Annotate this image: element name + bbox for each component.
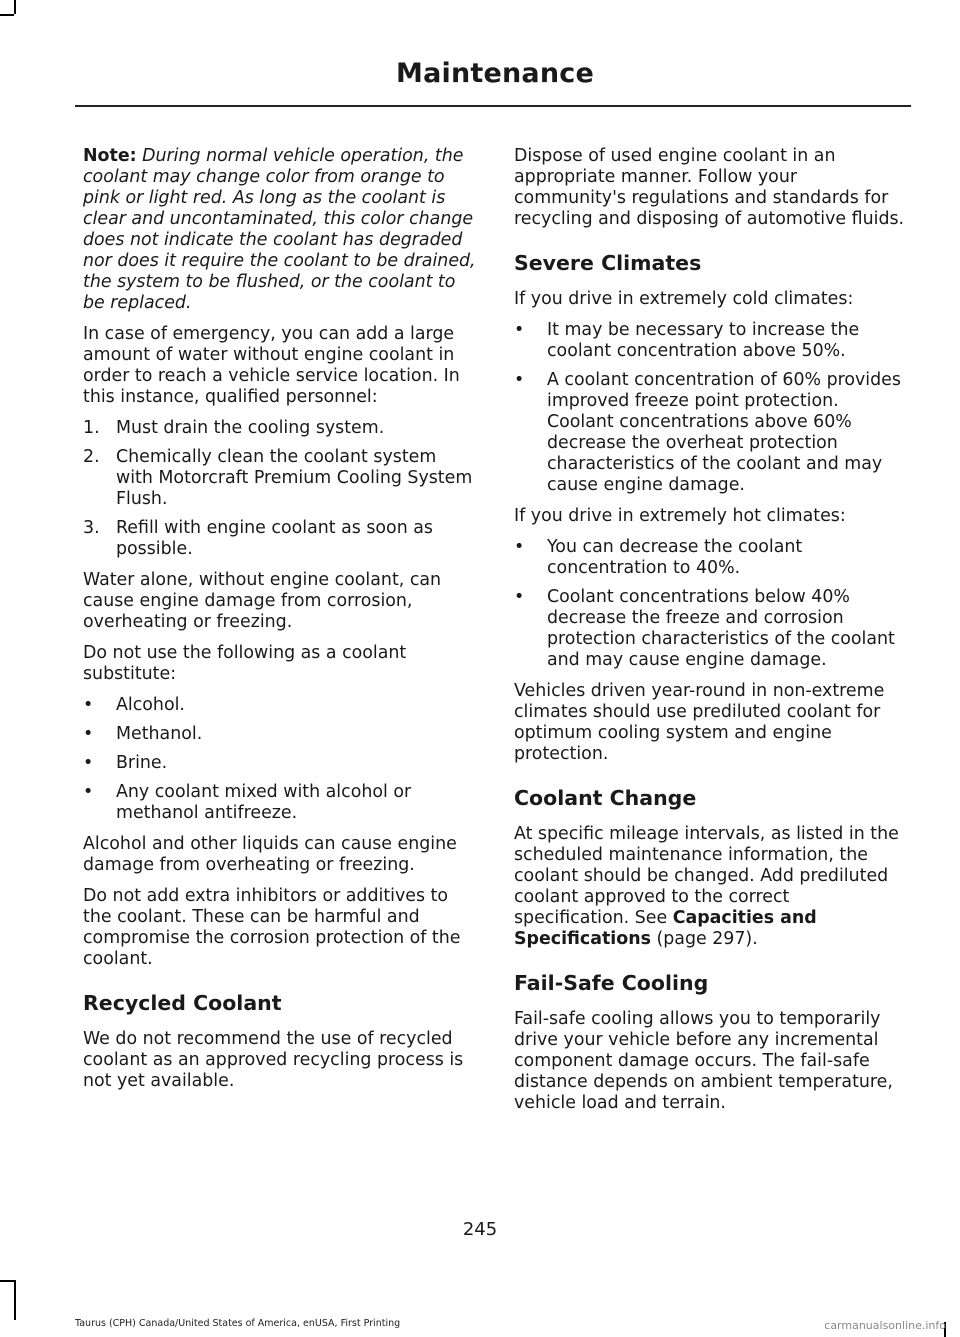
fail-safe-paragraph: Fail-safe cooling allows you to temporarily drive your vehicle before any incremental component damage occurs. The fail-safe distance depends on ambient temperature, vehicle load and terrain. bbox=[514, 1009, 893, 1113]
emergency-paragraph: In case of emergency, you can add a large amount of water without engine coolant in order to reach a vehicle service location. In this instance, qualified personnel: bbox=[83, 324, 460, 407]
list-item bbox=[83, 782, 478, 824]
list-item bbox=[83, 447, 478, 510]
crop-mark-bottom-left-h bbox=[0, 1280, 14, 1282]
step-text: Refill with engine coolant as soon as possible. bbox=[116, 518, 433, 559]
hot-intro: If you drive in extremely hot climates: bbox=[514, 506, 846, 526]
page-reference: (page 297). bbox=[650, 929, 758, 949]
bullet-icon: • bbox=[83, 724, 94, 744]
dispose-paragraph: Dispose of used engine coolant in an appropriate manner. Follow your community's regulations and standards for recycling and disposing of automotive fluids. bbox=[514, 146, 905, 229]
list-item bbox=[83, 418, 478, 439]
bullet-text: Alcohol. bbox=[116, 695, 185, 715]
cold-list bbox=[514, 320, 909, 496]
step-text: Must drain the cooling system. bbox=[116, 418, 385, 438]
bullet-text: You can decrease the coolant concentration to 40%. bbox=[547, 537, 803, 578]
substitute-paragraph: Do not use the following as a coolant substitute: bbox=[83, 643, 407, 684]
list-item bbox=[83, 695, 478, 716]
step-text: Chemically clean the coolant system with Motorcraft Premium Cooling System Flush. bbox=[116, 447, 473, 509]
step-number: 3. bbox=[83, 518, 100, 538]
header-divider bbox=[75, 105, 911, 107]
right-column bbox=[514, 146, 909, 1124]
watermark: carmanualsonline.info bbox=[824, 1319, 946, 1332]
water-alone-paragraph: Water alone, without engine coolant, can cause engine damage from corrosion, overheating or freezing. bbox=[83, 570, 442, 632]
bullet-text: A coolant concentration of 60% provides improved freeze point protection. Coolant concentrations above 60% decrease the overheat protection characteristics of the coolant and may cause engine damage. bbox=[547, 370, 901, 495]
vehicles-paragraph: Vehicles driven year-round in non-extreme climates should use prediluted coolant for optimum cooling system and engine protection. bbox=[514, 681, 885, 764]
step-number: 1. bbox=[83, 418, 100, 438]
left-column bbox=[83, 146, 478, 1102]
alcohol-paragraph: Alcohol and other liquids can cause engine damage from overheating or freezing. bbox=[83, 834, 457, 875]
crop-mark-top-left bbox=[14, 0, 16, 14]
bullet-icon: • bbox=[514, 537, 525, 557]
list-item bbox=[514, 370, 909, 496]
bullet-text: Coolant concentrations below 40% decrease the freeze and corrosion protection characteristics of the coolant and may cause engine damage. bbox=[547, 587, 895, 670]
bullet-text: Brine. bbox=[116, 753, 168, 773]
list-item bbox=[514, 587, 909, 671]
publication-info: Taurus (CPH) Canada/United States of America, enUSA, First Printing bbox=[75, 1318, 401, 1329]
list-item bbox=[83, 724, 478, 745]
bullet-text: Any coolant mixed with alcohol or methanol antifreeze. bbox=[116, 782, 412, 823]
note-paragraph bbox=[83, 146, 478, 314]
change-text: At specific mileage intervals, as listed in the scheduled maintenance information, the coolant should be changed. Add prediluted coolant approved to the correct specification. See bbox=[514, 824, 899, 928]
severe-climates-heading: Severe Climates bbox=[514, 251, 702, 275]
steps-list bbox=[83, 418, 478, 560]
list-item bbox=[514, 537, 909, 579]
note-text: During normal vehicle operation, the coolant may change color from orange to pink or light red. As long as the coolant is clear and uncontaminated, this color change does not indicate the coolant has degraded nor does it require the coolant to be drained, the system to be flushed, or the coolant to be replaced. bbox=[83, 146, 476, 313]
coolant-change-paragraph bbox=[514, 824, 909, 950]
note-label: Note: bbox=[83, 146, 137, 166]
hot-list bbox=[514, 537, 909, 671]
coolant-change-heading: Coolant Change bbox=[514, 786, 697, 810]
bullet-icon: • bbox=[514, 320, 525, 340]
bullet-text: Methanol. bbox=[116, 724, 203, 744]
crop-mark-bottom-left bbox=[14, 1280, 16, 1320]
cold-intro: If you drive in extremely cold climates: bbox=[514, 289, 854, 309]
page-title: Maintenance bbox=[396, 58, 594, 89]
fail-safe-heading: Fail-Safe Cooling bbox=[514, 971, 709, 995]
list-item bbox=[514, 320, 909, 362]
page-number: 245 bbox=[462, 1219, 498, 1240]
bullet-icon: • bbox=[514, 587, 525, 607]
crop-mark-top-left-h bbox=[0, 14, 14, 16]
bullet-text: It may be necessary to increase the coolant concentration above 50%. bbox=[547, 320, 860, 361]
bullet-icon: • bbox=[83, 753, 94, 773]
substitute-list bbox=[83, 695, 478, 824]
bullet-icon: • bbox=[83, 695, 94, 715]
bullet-icon: • bbox=[514, 370, 525, 390]
step-number: 2. bbox=[83, 447, 100, 467]
bullet-icon: • bbox=[83, 782, 94, 802]
capacities-link[interactable]: Capacities and Specifications bbox=[514, 908, 817, 949]
recycled-coolant-heading: Recycled Coolant bbox=[83, 991, 282, 1015]
recycled-paragraph: We do not recommend the use of recycled coolant as an approved recycling process is not yet available. bbox=[83, 1029, 464, 1091]
list-item bbox=[83, 753, 478, 774]
list-item bbox=[83, 518, 478, 560]
inhibitors-paragraph: Do not add extra inhibitors or additives to the coolant. These can be harmful and compromise the corrosion protection of the coolant. bbox=[83, 886, 461, 969]
